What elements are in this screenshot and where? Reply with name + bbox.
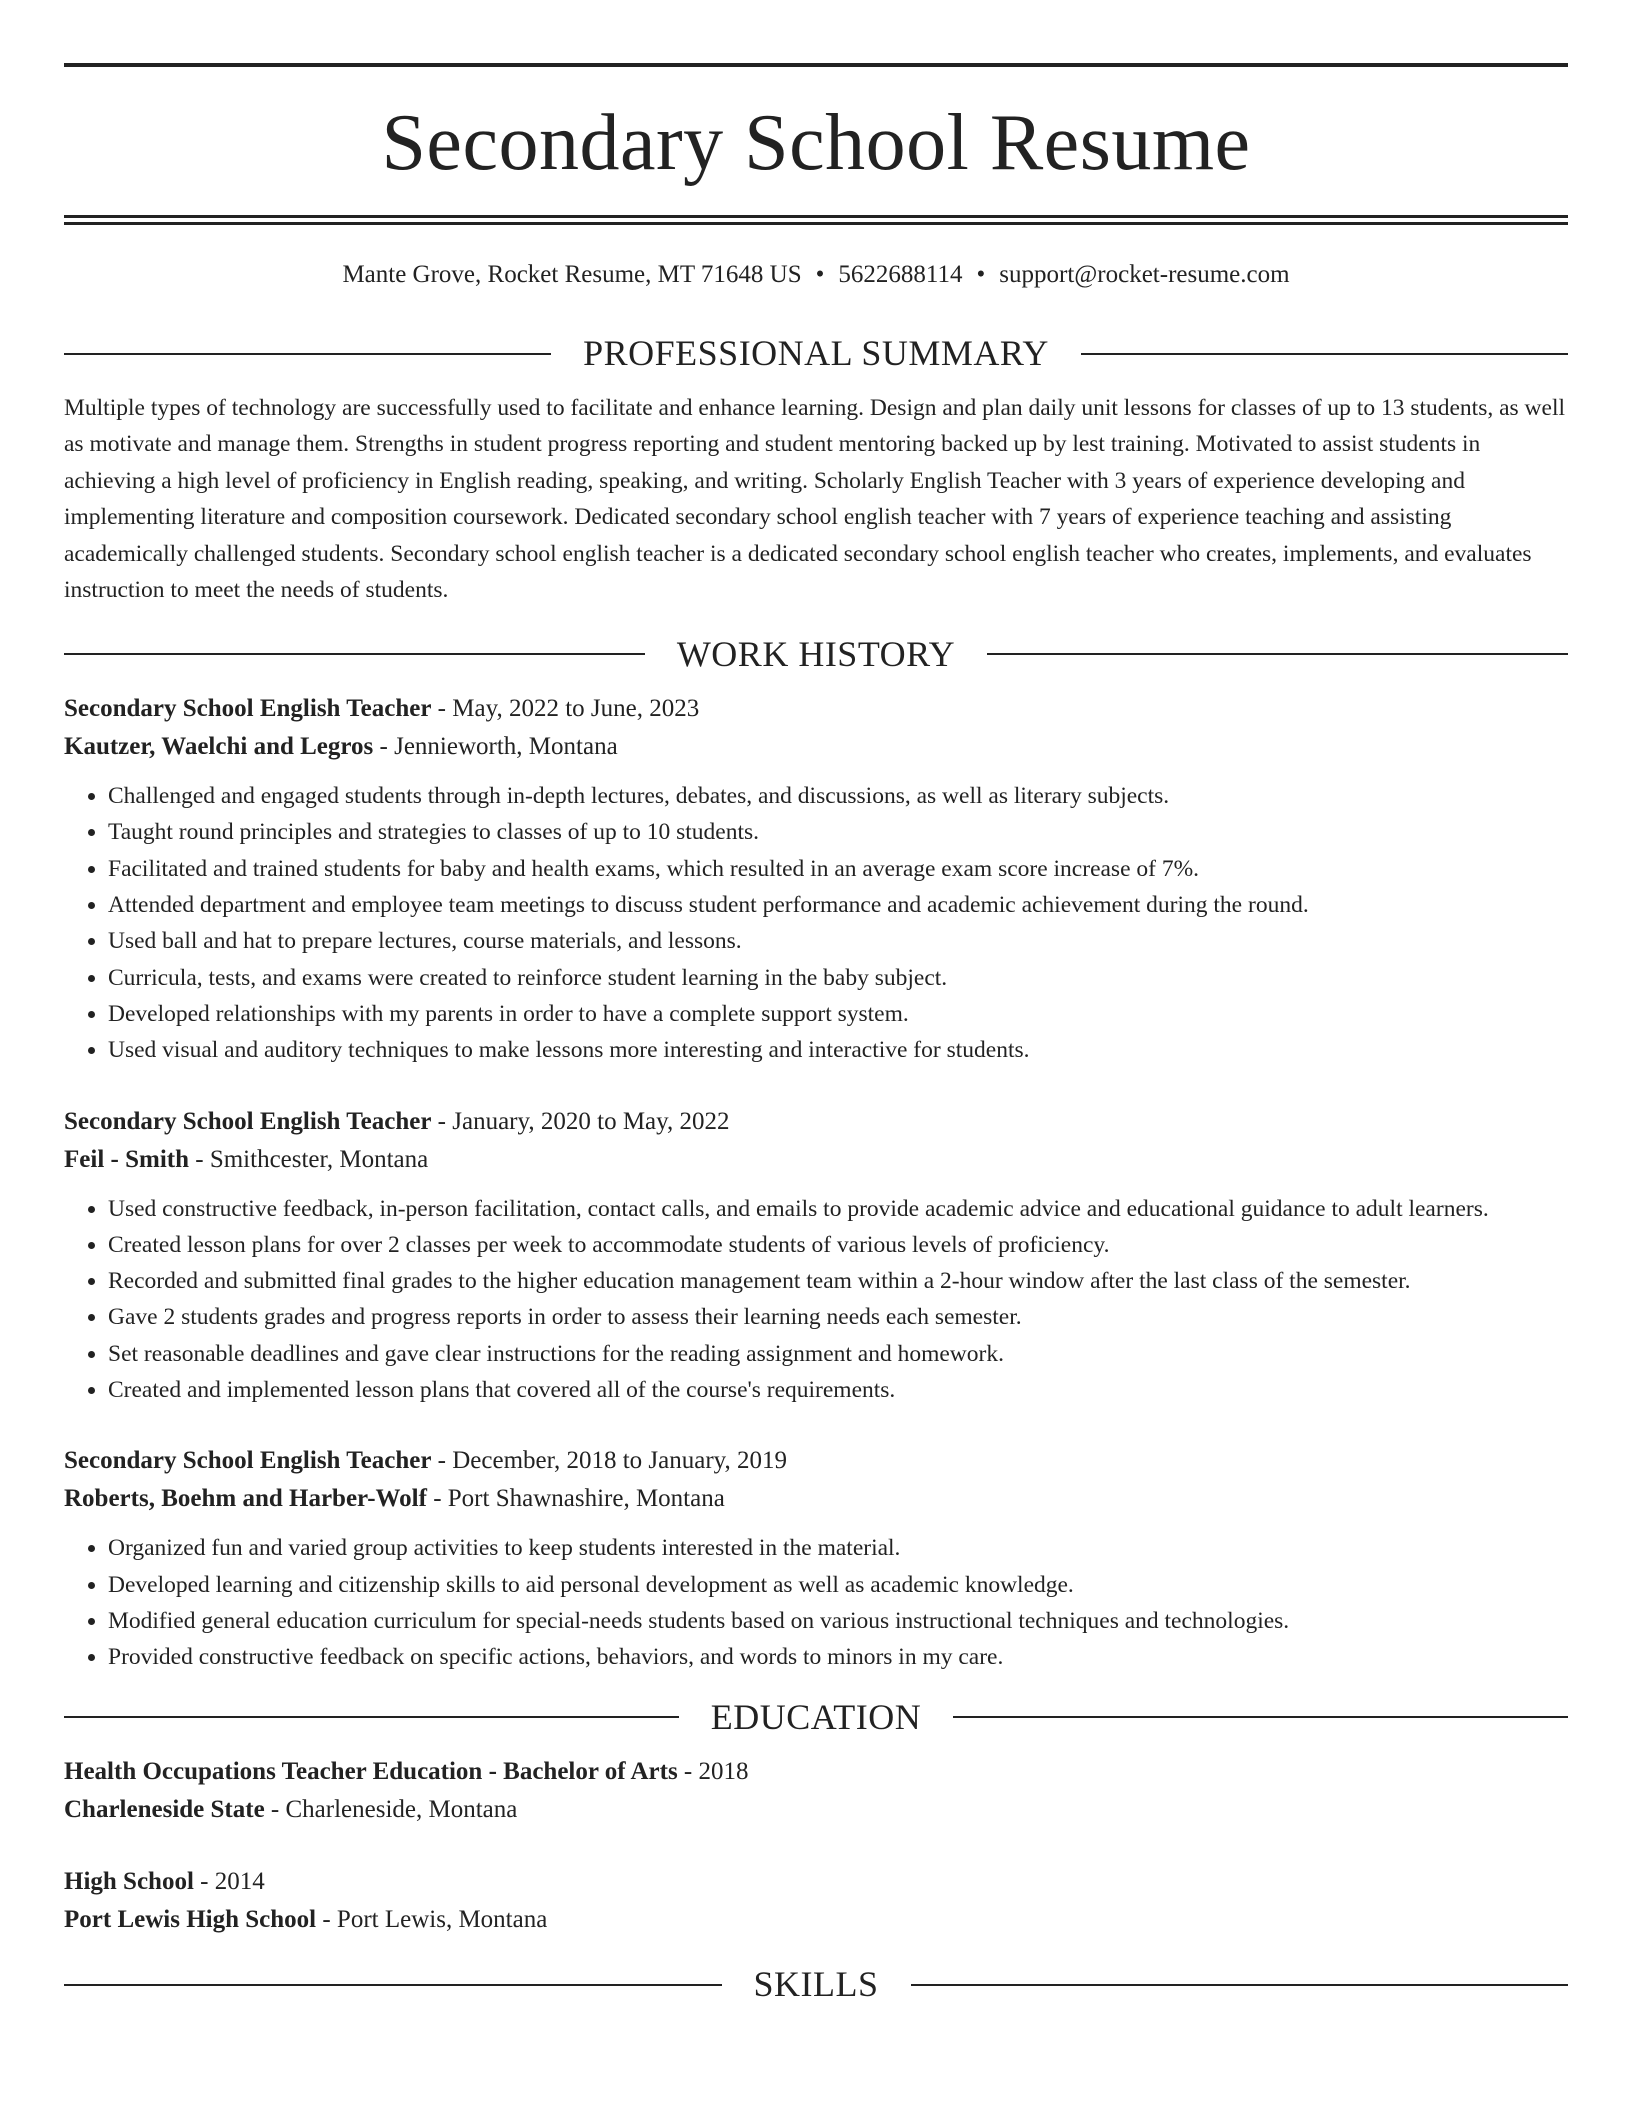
education-year: 2018 xyxy=(698,1758,749,1786)
job-location: Port Shawnashire, Montana xyxy=(447,1485,725,1513)
dash: - xyxy=(431,695,453,723)
section-rule xyxy=(64,1984,722,1986)
job-title-line xyxy=(64,1442,1568,1480)
section-header-work xyxy=(64,635,1568,675)
section-rule xyxy=(64,1716,679,1718)
dash: - xyxy=(316,1906,337,1934)
education-degree: High School xyxy=(64,1868,194,1896)
section-title: WORK HISTORY xyxy=(676,633,956,674)
job-entry xyxy=(64,1103,1568,1409)
list-item: • Created lesson plans for over 2 classes per week to accommodate students of various levels of proficiency. xyxy=(108,1227,1568,1263)
job-title-line xyxy=(64,690,1568,728)
dash: - xyxy=(431,1447,453,1475)
education-year: 2014 xyxy=(214,1868,265,1896)
list-item: • Taught round principles and strategies to classes of up to 10 students. xyxy=(108,814,1568,850)
job-company-line xyxy=(64,1480,1568,1518)
job-dates: January, 2020 to May, 2022 xyxy=(452,1107,730,1135)
education-location: Port Lewis, Montana xyxy=(336,1906,548,1934)
list-item: • Used constructive feedback, in-person facilitation, contact calls, and emails to provide academic advice and educational guidance to adult learners. xyxy=(108,1191,1568,1227)
job-entry xyxy=(64,690,1568,1068)
job-location: Jennieworth, Montana xyxy=(394,733,618,761)
job-bullets xyxy=(64,1191,1568,1409)
job-company-line xyxy=(64,1141,1568,1179)
education-school-line xyxy=(64,1791,1568,1829)
education-degree-line xyxy=(64,1753,1568,1791)
section-title: EDUCATION xyxy=(710,1696,922,1737)
dash: - xyxy=(193,1868,215,1896)
section-title: SKILLS xyxy=(753,1964,879,2005)
job-company: Roberts, Boehm and Harber-Wolf xyxy=(64,1485,427,1513)
list-item: • Provided constructive feedback on specific actions, behaviors, and words to minors in my care. xyxy=(108,1639,1568,1675)
list-item: • Developed relationships with my parents in order to have a complete support system. xyxy=(108,996,1568,1032)
section-header-education xyxy=(64,1698,1568,1738)
list-item: • Used visual and auditory techniques to make lessons more interesting and interactive for students. xyxy=(108,1032,1568,1068)
education-entry xyxy=(64,1863,1568,1939)
job-location: Smithcester, Montana xyxy=(209,1145,429,1173)
section-rule xyxy=(64,353,551,355)
dash: - xyxy=(426,1485,448,1513)
section-rule xyxy=(64,653,645,655)
contact-separator: • xyxy=(976,261,986,288)
list-item: • Developed learning and citizenship skills to aid personal development as well as academic knowledge. xyxy=(108,1567,1568,1603)
list-item: • Attended department and employee team meetings to discuss student performance and academic achievement during the round. xyxy=(108,887,1568,923)
list-item: • Recorded and submitted final grades to the higher education management team within a 2-hour window after the last class of the semester. xyxy=(108,1263,1568,1299)
job-company: Kautzer, Waelchi and Legros xyxy=(64,733,374,761)
job-title: Secondary School English Teacher xyxy=(64,695,432,723)
section-rule xyxy=(953,1716,1568,1718)
section-title: PROFESSIONAL SUMMARY xyxy=(583,333,1049,373)
education-school: Port Lewis High School xyxy=(64,1906,317,1934)
education-school: Charleneside State xyxy=(64,1796,265,1824)
section-rule xyxy=(987,653,1568,655)
dash: - xyxy=(677,1758,699,1786)
section-rule xyxy=(911,1984,1569,1986)
job-company-line xyxy=(64,728,1568,766)
job-company: Feil - Smith xyxy=(64,1145,189,1173)
list-item: • Set reasonable deadlines and gave clear instructions for the reading assignment and homework. xyxy=(108,1336,1568,1372)
contact-email: support@rocket-resume.com xyxy=(999,261,1290,288)
contact-phone: 5622688114 xyxy=(838,261,963,288)
top-rule xyxy=(64,63,1568,67)
list-item: • Created and implemented lesson plans that covered all of the course's requirements. xyxy=(108,1372,1568,1408)
list-item: • Challenged and engaged students through in-depth lectures, debates, and discussions, as well as literary subjects. xyxy=(108,778,1568,814)
job-title: Secondary School English Teacher xyxy=(64,1447,432,1475)
job-dates: May, 2022 to June, 2023 xyxy=(452,695,700,723)
resume-title: Secondary School Resume xyxy=(381,99,1251,187)
section-header-summary xyxy=(64,334,1568,374)
education-entry xyxy=(64,1753,1568,1829)
education-location: Charleneside, Montana xyxy=(285,1796,518,1824)
list-item: • Modified general education curriculum for special-needs students based on various instructional techniques and technologies. xyxy=(108,1603,1568,1639)
dash: - xyxy=(189,1145,210,1173)
list-item: • Curricula, tests, and exams were created to reinforce student learning in the baby subject. xyxy=(108,960,1568,996)
list-item: • Facilitated and trained students for baby and health exams, which resulted in an average exam score increase of 7%. xyxy=(108,851,1568,887)
section-rule xyxy=(1081,353,1568,355)
title-double-rule xyxy=(64,215,1568,225)
job-dates: December, 2018 to January, 2019 xyxy=(452,1447,788,1475)
resume-page xyxy=(64,0,1568,2005)
job-title-line xyxy=(64,1103,1568,1141)
list-item: • Used ball and hat to prepare lectures, course materials, and lessons. xyxy=(108,923,1568,959)
list-item: • Organized fun and varied group activities to keep students interested in the material. xyxy=(108,1530,1568,1566)
dash: - xyxy=(373,733,395,761)
contact-separator: • xyxy=(815,261,825,288)
job-bullets xyxy=(64,1530,1568,1675)
education-degree: Health Occupations Teacher Education - Bachelor of Arts xyxy=(64,1758,678,1786)
job-bullets xyxy=(64,778,1568,1068)
education-degree-line xyxy=(64,1863,1568,1901)
section-header-skills xyxy=(64,1965,1568,2005)
contact-line xyxy=(64,260,1568,290)
job-title: Secondary School English Teacher xyxy=(64,1107,432,1135)
dash: - xyxy=(264,1796,286,1824)
dash: - xyxy=(431,1107,453,1135)
summary-paragraph: Multiple types of technology are successfully used to facilitate and enhance learning. Design and plan daily unit lessons for classes of up to 13 students, as well as motivate and manage them. Strengths in student progress reporting and student mentoring backed up by lest training. Motivated to assist students in achieving a high level of proficiency in English reading, speaking, and writing. Scholarly English Teacher with 3 years of experience developing and implementing literature and composition coursework. Dedicated secondary school english teacher with 7 years of experience teaching and assisting academically challenged students. Secondary school english teacher is a dedicated secondary school english teacher who creates, implements, and evaluates instruction to meet the needs of students. xyxy=(64,394,1566,604)
job-entry xyxy=(64,1442,1568,1675)
education-school-line xyxy=(64,1901,1568,1939)
list-item: • Gave 2 students grades and progress reports in order to assess their learning needs each semester. xyxy=(108,1299,1568,1335)
contact-address: Mante Grove, Rocket Resume, MT 71648 US xyxy=(342,261,802,288)
